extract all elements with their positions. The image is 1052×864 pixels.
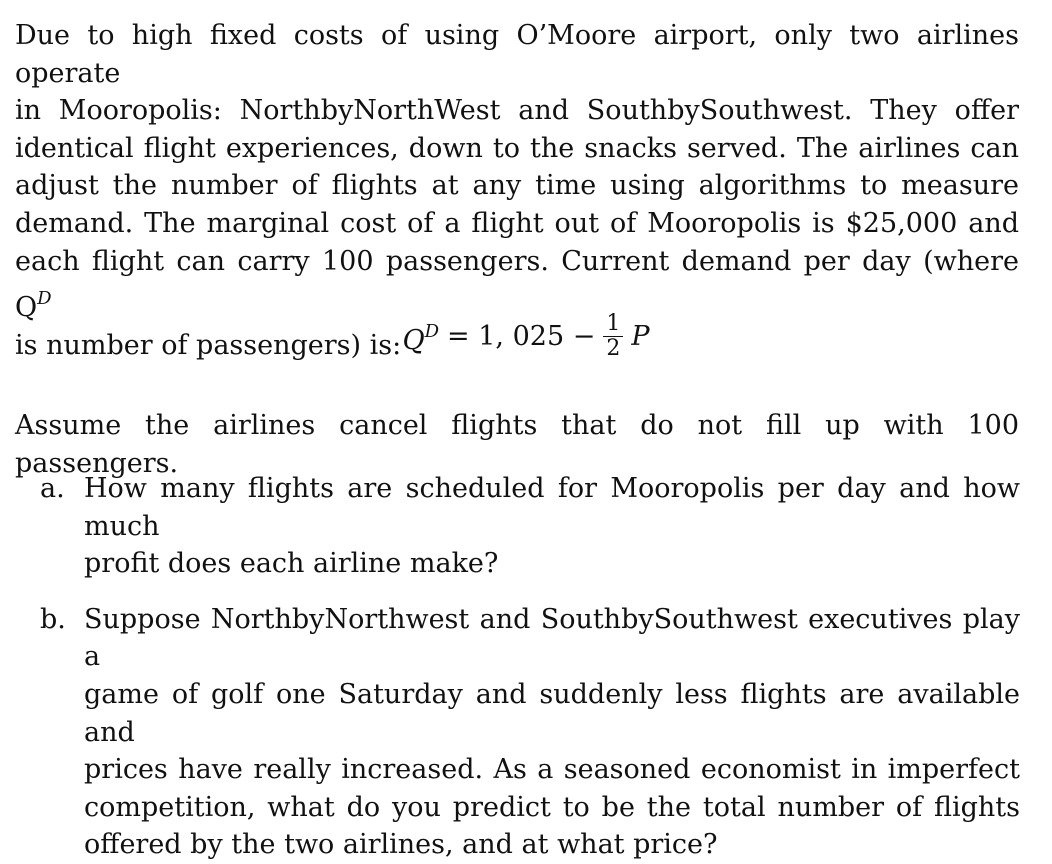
- intro-line-text: each flight can carry 100 passengers. Current demand per day (where Q: [15, 245, 1019, 324]
- question-line: Suppose NorthbyNorthwest and SouthbySouthwest executives play a: [84, 603, 1020, 673]
- equation-lhs: [402, 313, 439, 360]
- question-line: competition, what do you predict to be the total number of flights: [84, 791, 1020, 823]
- fraction-numerator: 1: [603, 312, 623, 337]
- question-letter: a.: [40, 473, 65, 504]
- question-line: game of golf one Saturday and suddenly less flights are available and: [84, 678, 1020, 748]
- question-letter: b.: [40, 603, 66, 635]
- question-text: [84, 601, 1020, 864]
- assumption-text: Assume the airlines cancel flights that do not fill up with 100 passengers.: [15, 410, 1019, 479]
- equation-variable: P: [631, 320, 650, 352]
- fraction-denominator: 2: [606, 336, 621, 361]
- question-text: [84, 470, 1020, 583]
- equation-equals: = 1, 025 −: [447, 320, 596, 352]
- question-line: profit does each airline make?: [84, 548, 499, 580]
- question-line: offered by the two airlines, and at what price?: [84, 829, 718, 861]
- question-line: prices have really increased. As a seasoned economist in imperfect: [84, 754, 1020, 786]
- intro-line: identical flight experiences, down to the snacks served. The airlines can: [15, 132, 1019, 164]
- equation-q: Q: [402, 325, 425, 357]
- intro-line: in Mooropolis: NorthbyNorthWest and SouthbySouthwest. They offer: [15, 95, 1019, 127]
- demand-equation: [0, 312, 1052, 361]
- question-item: [40, 601, 1020, 864]
- equation-fraction: [603, 312, 623, 361]
- question-line: How many flights are scheduled for Mooropolis per day and how much: [84, 473, 1020, 542]
- question-item: [40, 470, 1020, 583]
- intro-line: is number of passengers) is:: [15, 329, 402, 361]
- demand-superscript: D: [37, 288, 52, 310]
- equation-superscript: D: [424, 321, 440, 343]
- intro-line: adjust the number of flights at any time using algorithms to measure: [15, 170, 1019, 202]
- intro-line: demand. The marginal cost of a flight out of Mooropolis is $25,000 and: [15, 207, 1019, 239]
- question-list: [40, 470, 1020, 864]
- intro-line: Due to high fixed costs of using O’Moore airport, only two airlines operate: [15, 20, 1019, 89]
